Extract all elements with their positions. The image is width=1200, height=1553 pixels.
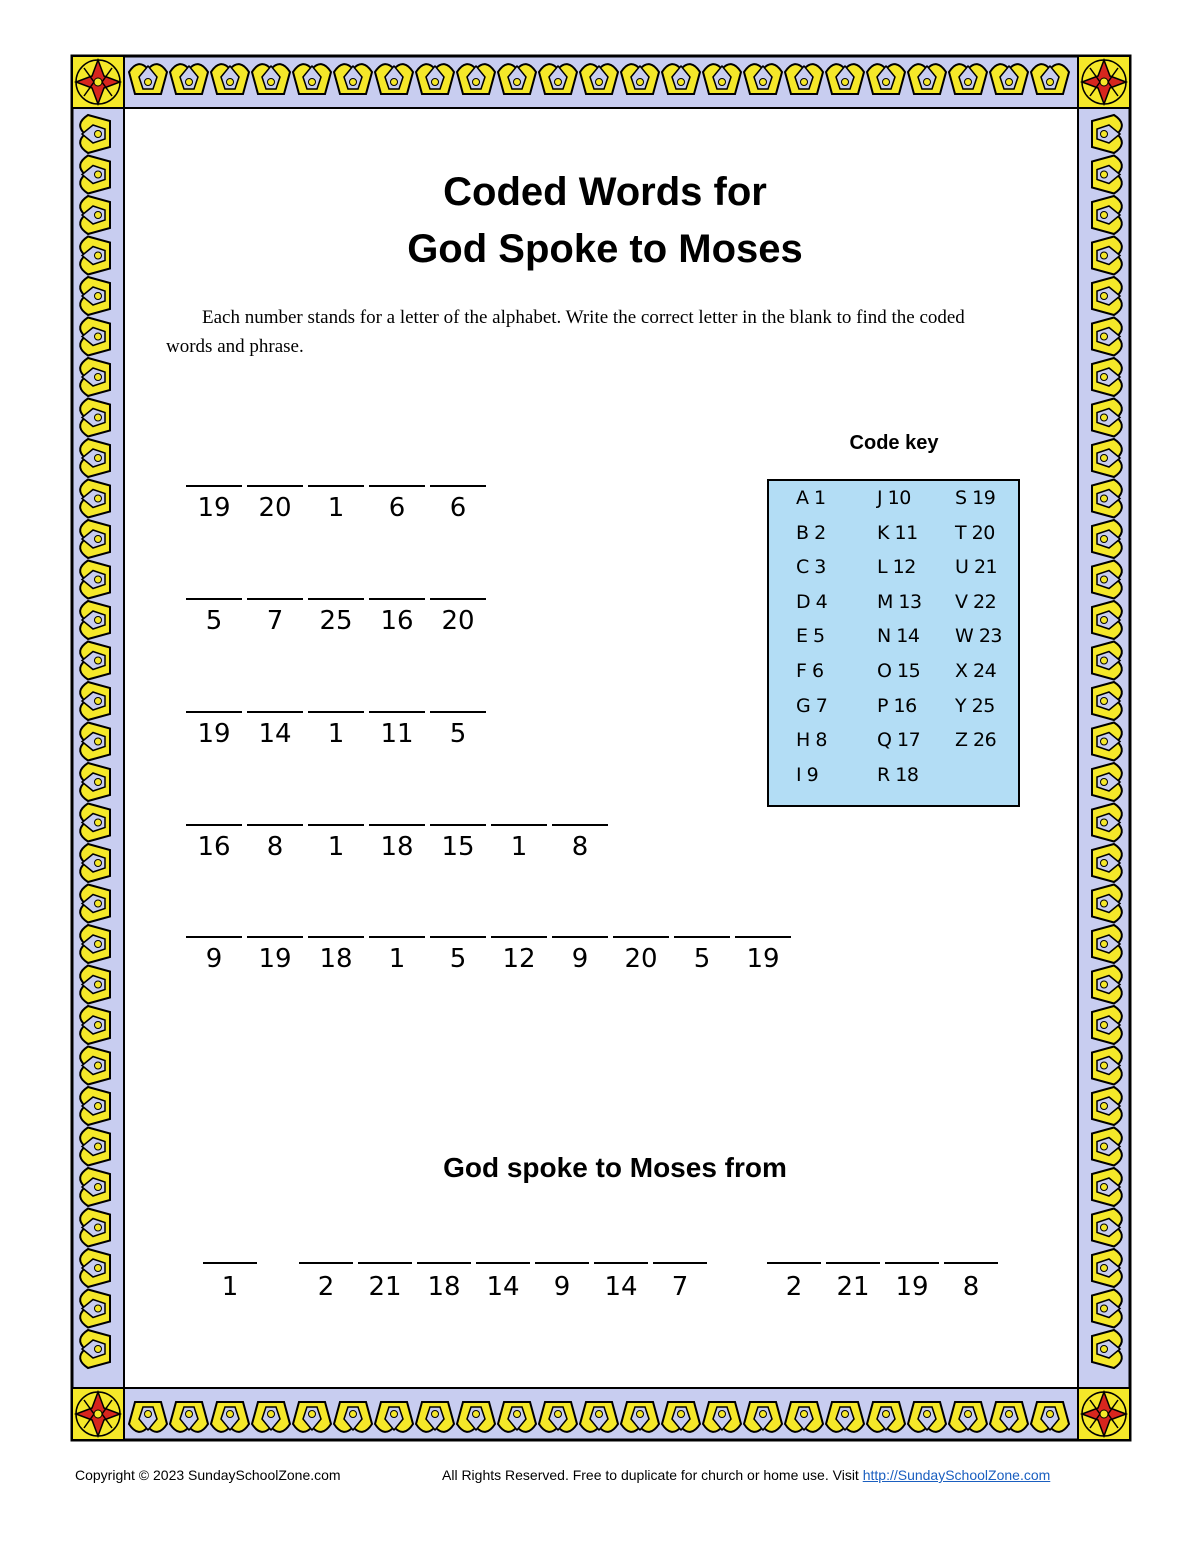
phrase-code-number: 19 xyxy=(895,1272,929,1302)
answer-blank[interactable] xyxy=(613,936,669,938)
code-number: 16 xyxy=(380,606,414,636)
answer-blank[interactable] xyxy=(186,485,242,487)
answer-blank[interactable] xyxy=(552,824,608,826)
code-number: 7 xyxy=(266,606,284,636)
answer-blank[interactable] xyxy=(186,824,242,826)
answer-blank[interactable] xyxy=(491,936,547,938)
answer-blank[interactable] xyxy=(308,485,364,487)
code-key-entry: T 20 xyxy=(955,521,995,544)
code-key-entry: M 13 xyxy=(877,590,922,613)
phrase-code-number: 2 xyxy=(317,1272,335,1302)
code-key-entry: C 3 xyxy=(796,556,826,579)
code-key-entry: A 1 xyxy=(796,487,826,509)
code-number: 19 xyxy=(197,719,231,749)
answer-blank[interactable] xyxy=(735,936,791,938)
answer-blank[interactable] xyxy=(247,711,303,713)
code-number: 9 xyxy=(205,944,223,974)
code-number: 5 xyxy=(205,606,223,636)
phrase-answer-blank[interactable] xyxy=(653,1262,707,1264)
phrase-answer-blank[interactable] xyxy=(299,1262,353,1264)
code-number: 1 xyxy=(388,944,406,974)
code-number: 5 xyxy=(449,719,467,749)
answer-blank[interactable] xyxy=(247,824,303,826)
answer-blank[interactable] xyxy=(369,485,425,487)
code-key-entry: K 11 xyxy=(877,521,918,544)
answer-blank[interactable] xyxy=(247,936,303,938)
instructions-text: Each number stands for a letter of the alphabet. Write the correct letter in the blank to find the coded words and phrase. xyxy=(166,307,965,357)
answer-blank[interactable] xyxy=(369,936,425,938)
phrase-code-number: 14 xyxy=(486,1272,520,1302)
code-number: 20 xyxy=(624,944,658,974)
phrase-code-number: 21 xyxy=(368,1272,402,1302)
phrase-answer-blank[interactable] xyxy=(476,1262,530,1264)
footer-rights-text: All Rights Reserved. Free to duplicate for church or home use. Visit xyxy=(442,1467,859,1483)
code-key-entry: U 21 xyxy=(955,556,998,579)
code-number: 20 xyxy=(258,493,292,523)
answer-blank[interactable] xyxy=(186,936,242,938)
phrase-answer-blank[interactable] xyxy=(944,1262,998,1264)
code-number: 16 xyxy=(197,832,231,862)
answer-blank[interactable] xyxy=(430,824,486,826)
footer-copyright: Copyright © 2023 SundaySchoolZone.com xyxy=(75,1467,341,1483)
answer-blank[interactable] xyxy=(247,485,303,487)
phrase-code-number: 21 xyxy=(836,1272,870,1302)
code-key-entry: J 10 xyxy=(877,487,911,509)
answer-blank[interactable] xyxy=(308,824,364,826)
code-number: 8 xyxy=(266,832,284,862)
footer-rights xyxy=(442,1467,1050,1483)
code-key-entry: E 5 xyxy=(796,625,825,648)
code-number: 6 xyxy=(388,493,406,523)
phrase-answer-blank[interactable] xyxy=(885,1262,939,1264)
phrase-code-number: 14 xyxy=(604,1272,638,1302)
code-number: 15 xyxy=(441,832,475,862)
answer-blank[interactable] xyxy=(369,711,425,713)
answer-blank[interactable] xyxy=(430,598,486,600)
code-key-entry: P 16 xyxy=(877,694,917,717)
answer-blank[interactable] xyxy=(430,711,486,713)
code-key-entry: G 7 xyxy=(796,694,828,717)
code-number: 20 xyxy=(441,606,475,636)
code-key-entry: W 23 xyxy=(955,625,1003,648)
code-key-entry: Q 17 xyxy=(877,729,921,752)
page-title-line-1: Coded Words for xyxy=(443,170,767,214)
code-number: 25 xyxy=(319,606,353,636)
phrase-answer-blank[interactable] xyxy=(358,1262,412,1264)
phrase-answer-blank[interactable] xyxy=(594,1262,648,1264)
phrase-code-number: 1 xyxy=(221,1272,239,1302)
phrase-code-number: 8 xyxy=(962,1272,980,1302)
answer-blank[interactable] xyxy=(491,824,547,826)
phrase-code-number: 18 xyxy=(427,1272,461,1302)
page-title-line-2: God Spoke to Moses xyxy=(407,227,803,271)
code-key-entry: L 12 xyxy=(877,556,916,579)
code-key-entry: R 18 xyxy=(877,763,919,786)
code-key-entry: Y 25 xyxy=(955,694,995,717)
answer-blank[interactable] xyxy=(430,485,486,487)
answer-blank[interactable] xyxy=(186,711,242,713)
answer-blank[interactable] xyxy=(186,598,242,600)
code-number: 12 xyxy=(502,944,536,974)
code-key-entry: O 15 xyxy=(877,660,921,682)
code-number: 14 xyxy=(258,719,292,749)
phrase-code-number: 7 xyxy=(671,1272,689,1302)
phrase-answer-blank[interactable] xyxy=(767,1262,821,1264)
answer-blank[interactable] xyxy=(369,598,425,600)
code-key-entry: F 6 xyxy=(796,660,824,682)
code-key-entry: I 9 xyxy=(796,763,819,786)
code-key-entry: D 4 xyxy=(796,590,828,613)
phrase-answer-blank[interactable] xyxy=(826,1262,880,1264)
phrase-answer-blank[interactable] xyxy=(417,1262,471,1264)
answer-blank[interactable] xyxy=(308,598,364,600)
answer-blank[interactable] xyxy=(369,824,425,826)
code-key-entry: H 8 xyxy=(796,729,827,752)
answer-blank[interactable] xyxy=(552,936,608,938)
code-key-box xyxy=(767,479,1020,807)
code-key-entry: Z 26 xyxy=(955,729,997,752)
phrase-title: God spoke to Moses from xyxy=(443,1152,787,1183)
answer-blank[interactable] xyxy=(247,598,303,600)
code-number: 1 xyxy=(327,719,345,749)
code-number: 1 xyxy=(327,493,345,523)
code-number: 19 xyxy=(746,944,780,974)
code-number: 19 xyxy=(258,944,292,974)
code-key-entry: N 14 xyxy=(877,625,920,648)
code-number: 5 xyxy=(449,944,467,974)
code-number: 18 xyxy=(380,832,414,862)
code-number: 9 xyxy=(571,944,589,974)
code-number: 6 xyxy=(449,493,467,523)
code-key-entry: X 24 xyxy=(955,660,997,682)
code-number: 18 xyxy=(319,944,353,974)
footer-link[interactable]: http://SundaySchoolZone.com xyxy=(862,1467,1051,1483)
answer-blank[interactable] xyxy=(308,936,364,938)
code-number: 1 xyxy=(510,832,528,862)
answer-blank[interactable] xyxy=(308,711,364,713)
phrase-answer-blank[interactable] xyxy=(203,1262,257,1264)
code-number: 11 xyxy=(380,719,414,749)
phrase-code-number: 9 xyxy=(553,1272,571,1302)
code-key-entry: V 22 xyxy=(955,590,997,613)
phrase-code-number: 2 xyxy=(785,1272,803,1302)
phrase-answer-blank[interactable] xyxy=(535,1262,589,1264)
code-number: 1 xyxy=(327,832,345,862)
code-key-title: Code key xyxy=(849,432,939,454)
code-key-entry: B 2 xyxy=(796,521,826,544)
code-number: 19 xyxy=(197,493,231,523)
answer-blank[interactable] xyxy=(674,936,730,938)
code-number: 5 xyxy=(693,944,711,974)
answer-blank[interactable] xyxy=(430,936,486,938)
code-number: 8 xyxy=(571,832,589,862)
code-key-entry: S 19 xyxy=(955,487,996,509)
